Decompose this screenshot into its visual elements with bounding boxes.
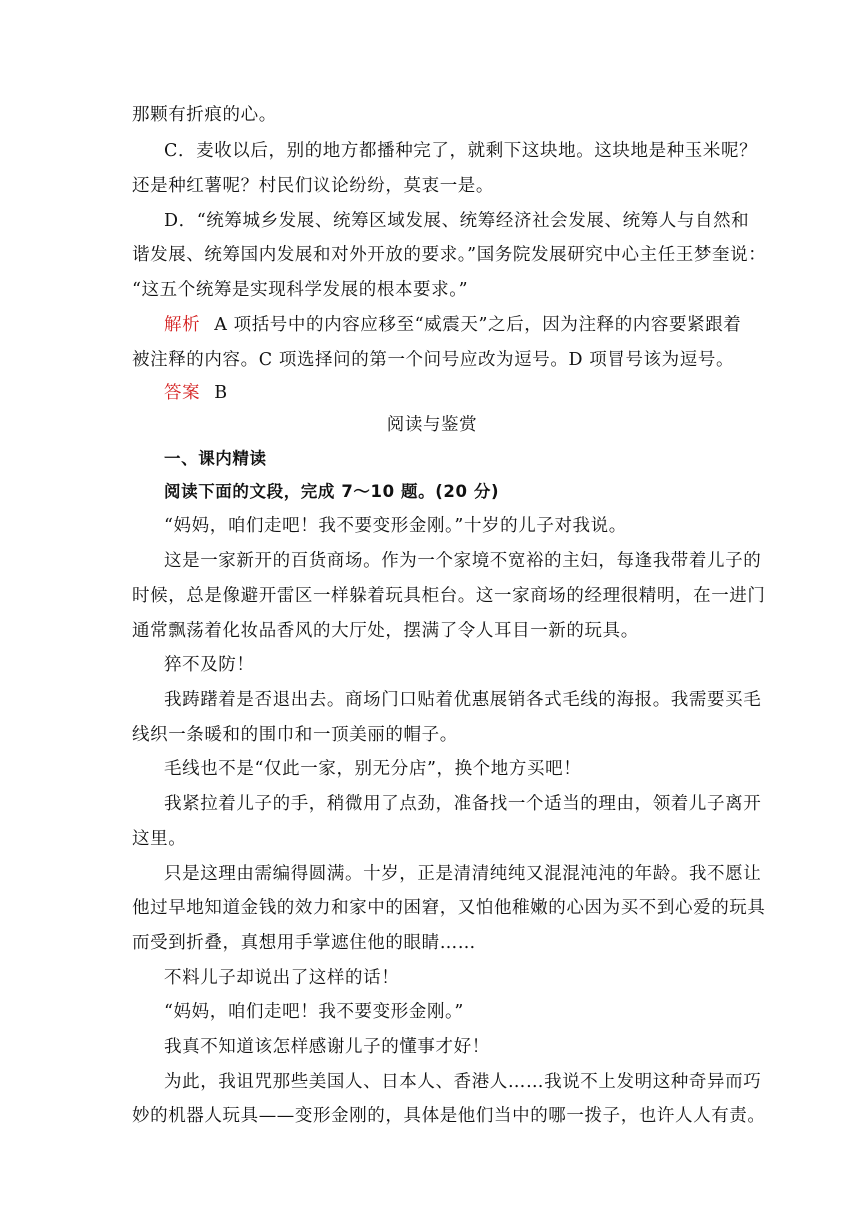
- text-line: 这里。: [132, 829, 187, 849]
- text-line: 那颗有折痕的心。: [132, 105, 277, 125]
- text-line: 毛线也不是“仅此一家，别无分店”，换个地方买吧！: [164, 759, 582, 779]
- text-line: 猝不及防！: [164, 655, 255, 675]
- text-line: 而受到折叠，真想用手掌遮住他的眼睛……: [132, 933, 476, 953]
- text-line: “妈妈，咱们走吧！我不要变形金刚。”十岁的儿子对我说。: [164, 516, 627, 536]
- option-c-line: C．麦收以后，别的地方都播种完了，就剩下这块地。这块地是种玉米呢？: [164, 141, 758, 161]
- text-line: 我踌躇着是否退出去。商场门口贴着优惠展销各式毛线的海报。我需要买毛: [164, 690, 762, 710]
- analysis-line: [164, 313, 742, 337]
- text-line: 为此，我诅咒那些美国人、日本人、香港人……我说不上发明这种奇异而巧: [164, 1072, 762, 1092]
- text-line: 谐发展、统筹国内发展和对外开放的要求。”国务院发展研究中心主任王梦奎说：: [132, 245, 767, 265]
- text-line: 只是这理由需编得圆满。十岁，正是清清纯纯又混混沌沌的年龄。我不愿让: [164, 864, 762, 884]
- answer-line: [164, 381, 732, 405]
- answer-text: B: [214, 383, 228, 403]
- answer-label: 答案: [164, 383, 201, 403]
- text-line: “这五个统筹是实现科学发展的根本要求。”: [132, 280, 469, 300]
- text-line: 我真不知道该怎样感谢儿子的懂事才好！: [164, 1037, 490, 1057]
- question-instruction: [164, 480, 732, 504]
- text-line: “妈妈，咱们走吧！我不要变形金刚。”: [164, 1002, 464, 1022]
- text-line: 他过早地知道金钱的效力和家中的困窘，又怕他稚嫩的心因为买不到心爱的玩具: [132, 898, 766, 918]
- text-line: 通常飘荡着化妆品香风的大厅处，摆满了令人耳目一新的玩具。: [132, 621, 639, 641]
- text-line: 还是种红薯呢？村民们议论纷纷，莫衷一是。: [132, 176, 494, 196]
- text-line: 我紧拉着儿子的手，稍微用了点劲，准备找一个适当的理由，领着儿子离开: [164, 794, 762, 814]
- text-line: 时候，总是像避开雷区一样躲着玩具柜台。这一家商场的经理很精明，在一进门: [132, 586, 766, 606]
- text-line: 被注释的内容。C 项选择问的第一个问号应改为逗号。D 项冒号该为逗号。: [132, 350, 735, 370]
- analysis-text: A 项括号中的内容应移至“威震天”之后，因为注释的内容要紧跟着: [214, 315, 742, 335]
- section-heading: 一、课内精读: [164, 449, 267, 468]
- analysis-label: 解析: [164, 315, 201, 335]
- text-line: 不料儿子却说出了这样的话！: [164, 968, 400, 988]
- option-d-line: D．“统筹城乡发展、统筹区域发展、统筹经济社会发展、统筹人与自然和: [164, 211, 750, 231]
- instruction-text: 阅读下面的文段，完成 7～10 题。(20 分): [164, 482, 500, 501]
- text-line: 妙的机器人玩具——变形金刚的，具体是他们当中的哪一拨子，也许人人有责。: [132, 1106, 766, 1126]
- section-title: 阅读与鉴赏: [386, 415, 478, 435]
- text-line: 线织一条暖和的围巾和一顶美丽的帽子。: [132, 725, 458, 745]
- text-line: 这是一家新开的百货商场。作为一个家境不宽裕的主妇，每逢我带着儿子的: [164, 551, 762, 571]
